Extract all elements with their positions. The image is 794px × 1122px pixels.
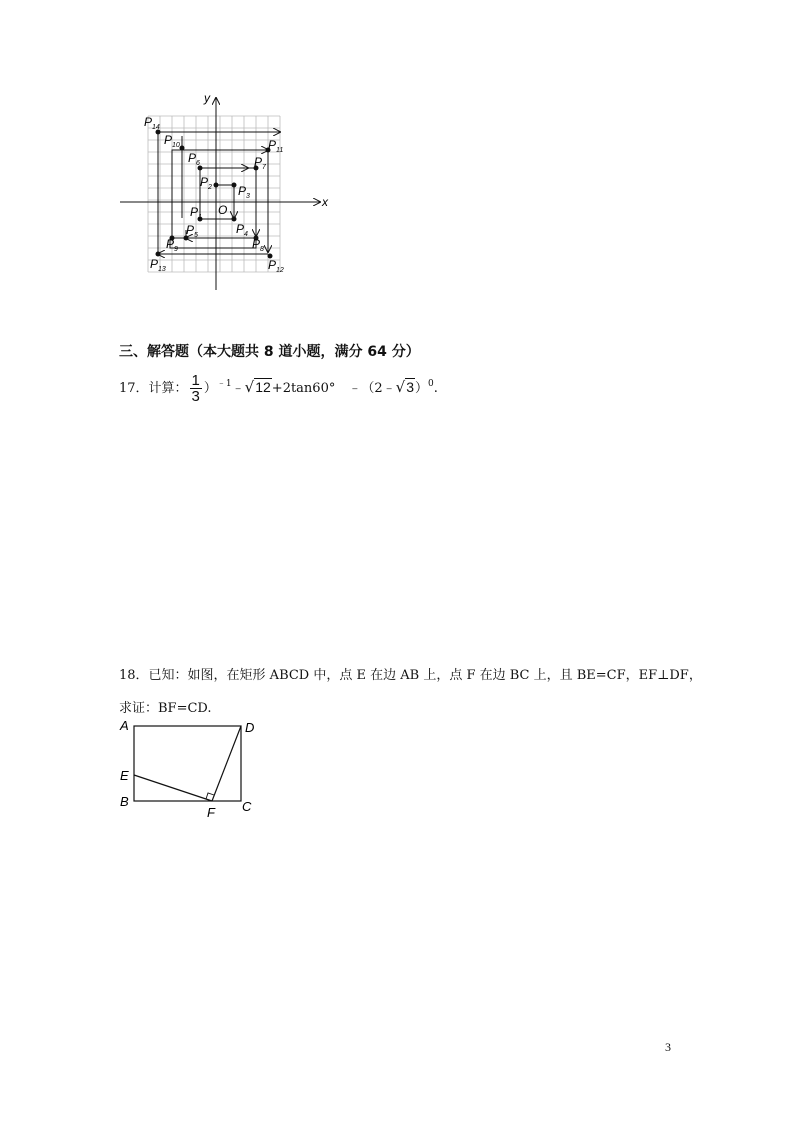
point-p10 xyxy=(180,146,185,151)
vertex-b: B xyxy=(120,794,129,809)
label-p2: $P_2$ xyxy=(200,175,212,191)
x-axis-label: x xyxy=(322,195,328,209)
section-title: 三、解答题（本大题共 8 道小题，满分 64 分） xyxy=(119,344,420,360)
fraction-denominator: 3 xyxy=(191,388,200,405)
origin-label: O xyxy=(218,203,228,217)
point-labels xyxy=(144,115,284,274)
q17-prefix: 17．计算： xyxy=(119,381,188,396)
point-p3 xyxy=(232,183,237,188)
sqrt-12-arg: 12 xyxy=(255,379,271,395)
q17-paren-close: ） xyxy=(203,381,217,396)
label-p3: $P_3$ xyxy=(238,184,250,200)
vertex-e: E xyxy=(120,768,129,783)
label-p8: $P_8$ xyxy=(252,237,264,253)
sqrt-3-arg: 3 xyxy=(406,379,414,395)
q17-minus: ﹣ xyxy=(231,381,245,396)
label-p13: $P_{13}$ xyxy=(150,257,166,273)
q17-end: ） xyxy=(414,381,428,396)
q17-middle: +2tan60° ﹣（2﹣ xyxy=(271,381,396,396)
label-p12: $P_{12}$ xyxy=(268,258,284,274)
rectangle-figure xyxy=(114,714,264,826)
label-p14: $P_{14}$ xyxy=(144,115,160,131)
y-axis-label: y xyxy=(204,91,210,105)
spiral-coordinate-figure xyxy=(110,88,340,293)
q17-exponent-zero: 0 xyxy=(428,379,434,389)
fraction-one-third xyxy=(190,373,202,404)
label-p10: $P_{10}$ xyxy=(164,133,180,149)
point-p4 xyxy=(232,217,237,222)
vertex-a: A xyxy=(120,718,129,733)
question-18-line1: 18．已知：如图，在矩形 ABCD 中，点 E 在边 AB 上，点 F 在边 BC 上，且 BE=CF，EF⊥DF， xyxy=(119,668,702,683)
label-p11: $P_{11}$ xyxy=(268,138,284,154)
label-p9: $P_9$ xyxy=(166,237,178,253)
label-p7: $P_7$ xyxy=(254,155,266,171)
vertex-f: F xyxy=(207,805,215,820)
label-p5: $P_5$ xyxy=(186,223,198,239)
segment-ef xyxy=(134,775,212,801)
label-p6: $P_6$ xyxy=(188,151,200,167)
point-p2 xyxy=(214,183,219,188)
question-17 xyxy=(119,372,438,404)
vertex-c: C xyxy=(242,799,252,814)
segment-df xyxy=(212,726,241,801)
fraction-numerator: 1 xyxy=(191,372,200,389)
label-p1: $P_1$ xyxy=(190,205,202,221)
q17-exponent: ﹣1 xyxy=(216,379,232,389)
q17-period: . xyxy=(433,381,438,396)
vertex-d: D xyxy=(245,720,255,735)
question-18-line2: 求证：BF=CD. xyxy=(119,701,212,716)
page-number: 3 xyxy=(665,1040,671,1054)
spiral-path xyxy=(158,132,280,256)
rectangle-abcd xyxy=(134,726,241,801)
point-p13 xyxy=(156,252,161,257)
label-p4: $P_4$ xyxy=(236,222,248,238)
sqrt-12: √12 xyxy=(244,378,271,396)
sqrt-3: √3 xyxy=(395,378,414,396)
